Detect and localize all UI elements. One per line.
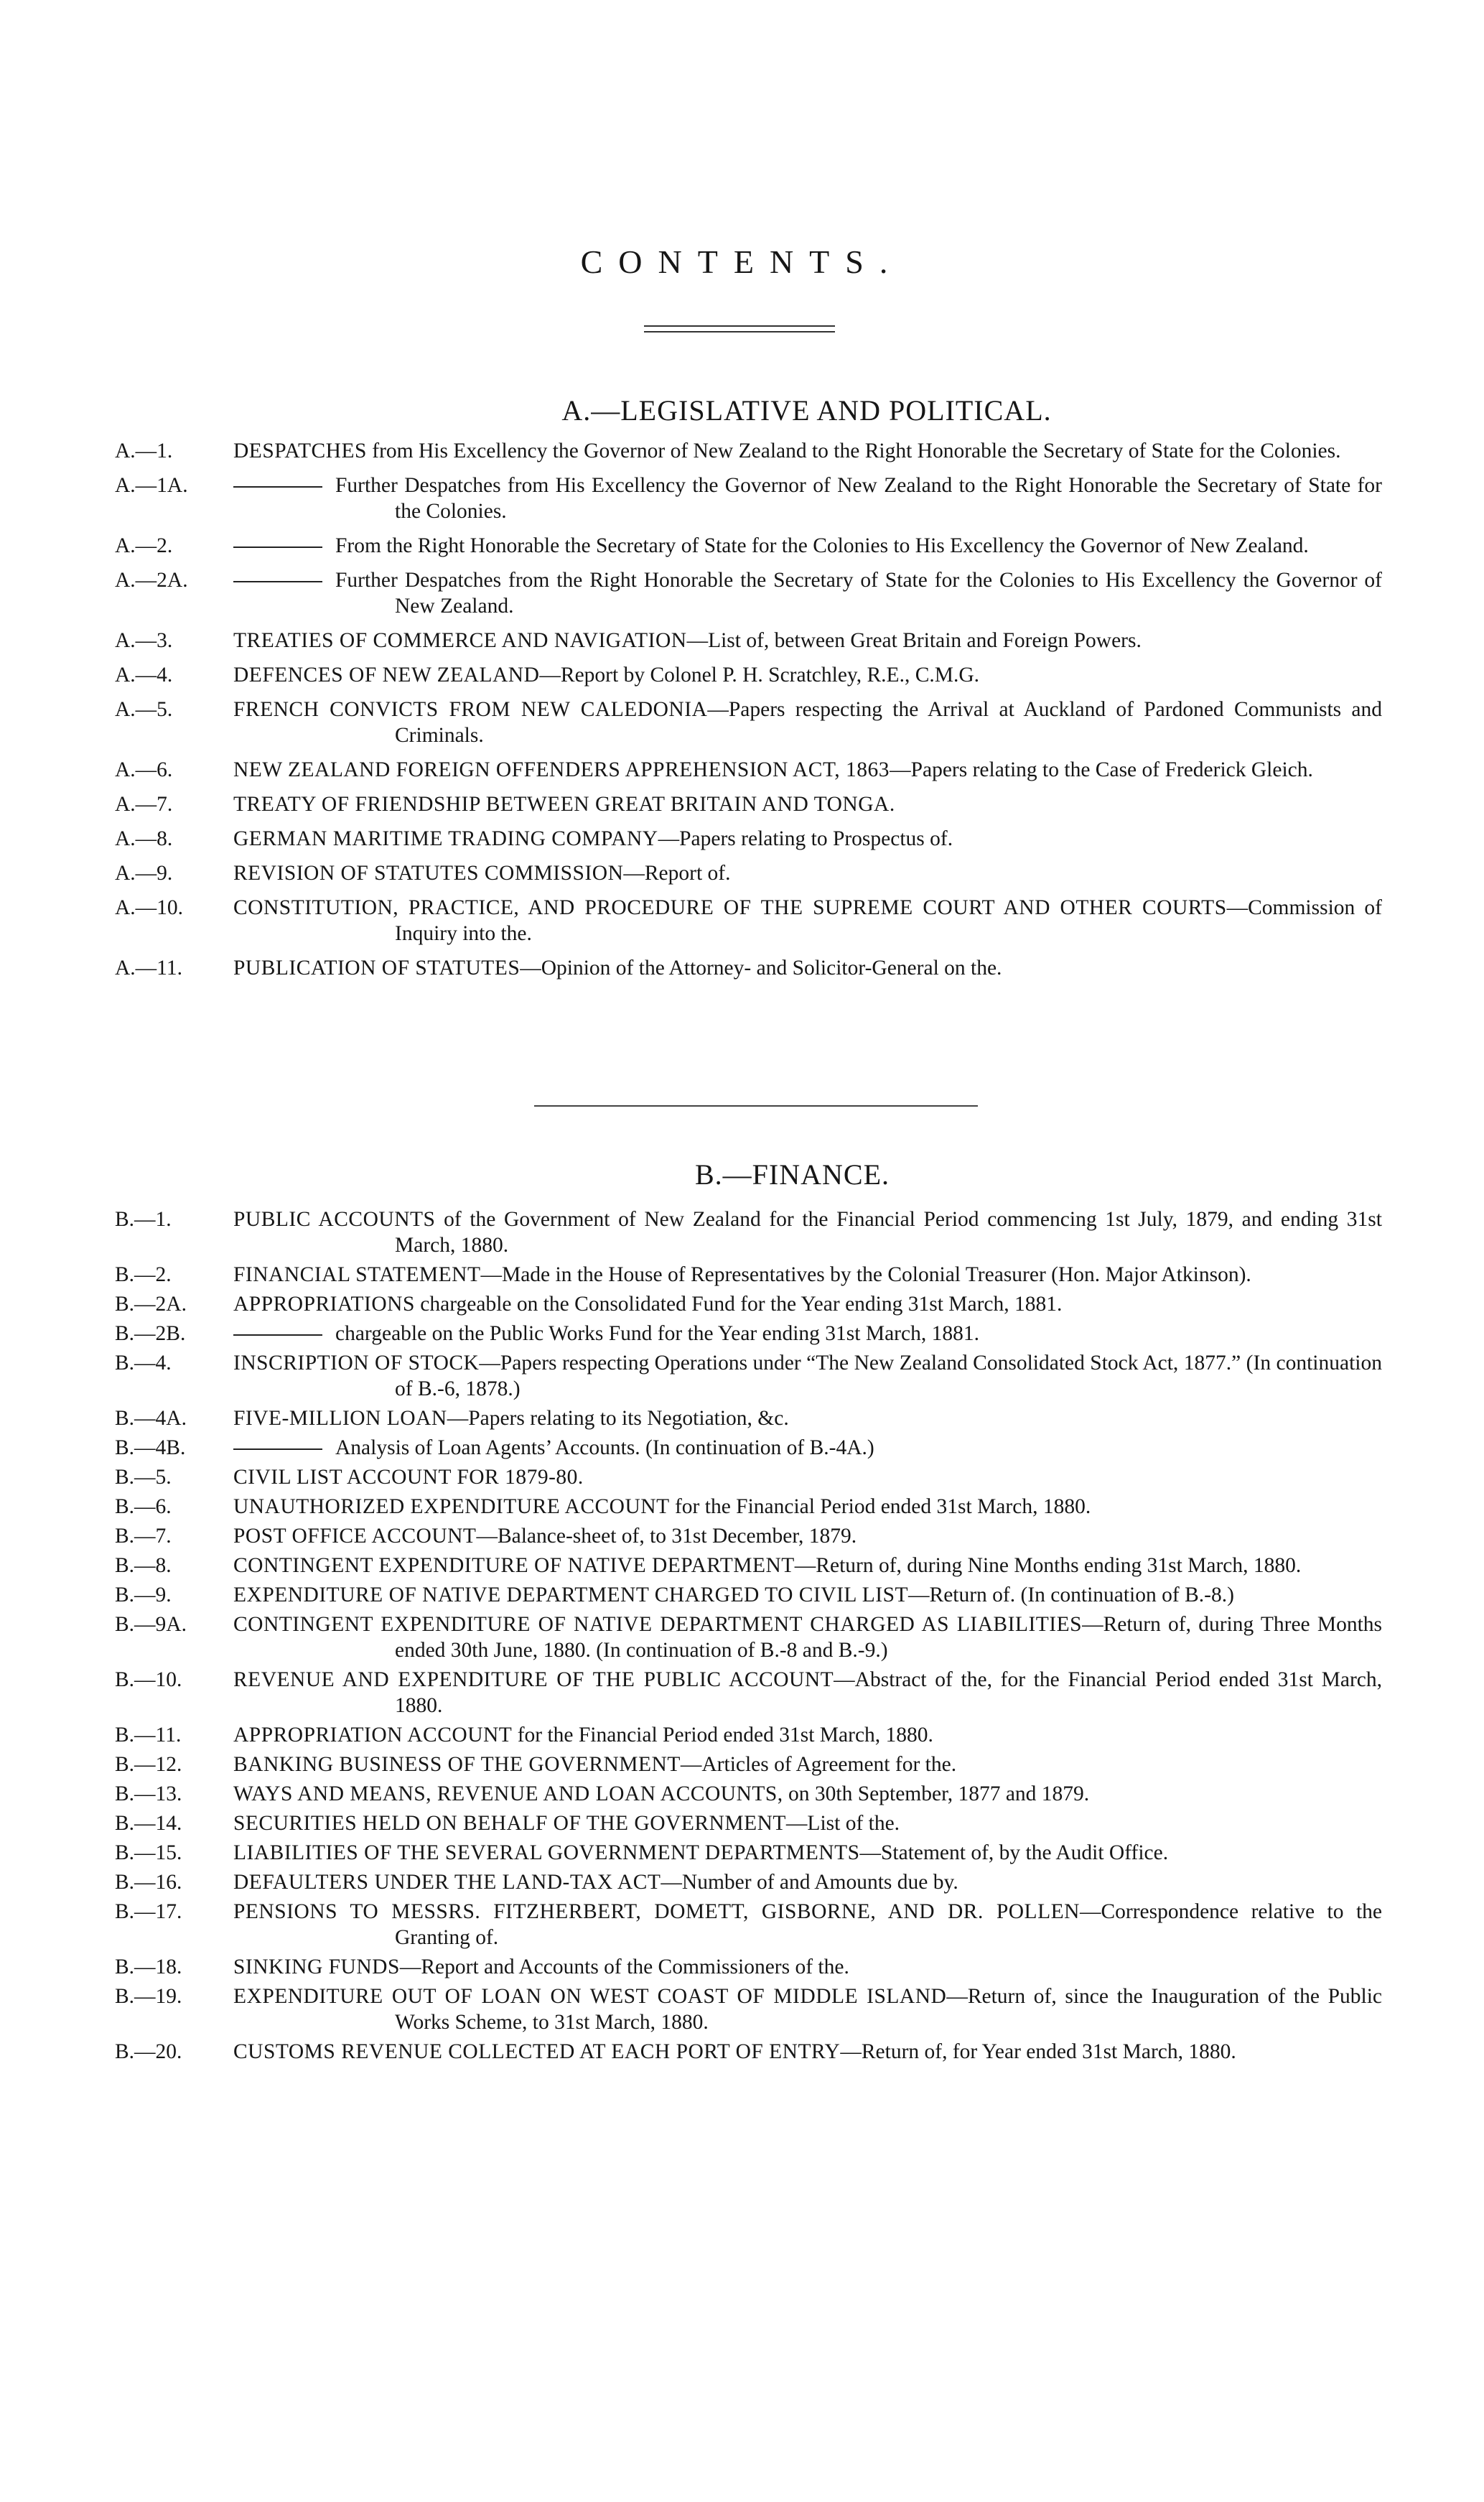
entry-title: WAYS AND MEANS, REVENUE AND LOAN ACCOUNTS,	[233, 1782, 783, 1805]
entry-title: FRENCH CONVICTS FROM NEW CALEDONIA	[233, 698, 708, 721]
entry-text: —Papers relating to its Negotiation, &c.	[447, 1407, 789, 1430]
entry-code: B.—7.	[115, 1525, 172, 1548]
entry-code: A.—7.	[115, 793, 173, 816]
entry-title: APPROPRIATION ACCOUNT	[233, 1724, 513, 1747]
entry-description	[233, 628, 1382, 654]
entry-description	[233, 826, 1382, 852]
entry-text: —Return of. (In continuation of B.-8.)	[908, 1583, 1234, 1606]
toc-entry	[115, 955, 1382, 981]
entry-code: A.—4.	[115, 664, 173, 687]
entry-text: —Abstract of the, for the Financial Period ended 31st March, 1880.	[395, 1668, 1382, 1717]
entry-code: B.—15.	[115, 1841, 182, 1864]
toc-entry	[115, 860, 1382, 886]
entry-description	[233, 1350, 1382, 1402]
entry-description	[233, 1435, 1382, 1461]
entry-code: B.—14.	[115, 1812, 182, 1835]
section-divider	[534, 1105, 978, 1107]
entry-code: B.—5.	[115, 1466, 172, 1489]
title-rule	[644, 325, 835, 332]
toc-entry	[115, 895, 1382, 947]
entry-code: B.—10.	[115, 1668, 182, 1691]
entry-text: —Statement of, by the Audit Office.	[859, 1841, 1169, 1864]
entry-title: SECURITIES HELD ON BEHALF OF THE GOVERNMENT	[233, 1812, 786, 1835]
entry-text: for the Financial Period ended 31st March, 1880.	[512, 1724, 933, 1747]
entry-title: CIVIL LIST ACCOUNT FOR 1879-80.	[233, 1466, 584, 1489]
toc-entry	[115, 1321, 1382, 1347]
entry-title: FINANCIAL STATEMENT	[233, 1263, 481, 1286]
entry-title: LIABILITIES OF THE SEVERAL GOVERNMENT DEPARTMENTS	[233, 1841, 860, 1864]
entry-description	[233, 1321, 1382, 1347]
entry-description	[233, 697, 1382, 748]
toc-entry	[115, 533, 1382, 559]
entry-code: A.—3.	[115, 629, 173, 652]
entry-description	[233, 1612, 1382, 1663]
entry-code: B.—17.	[115, 1900, 182, 1923]
entry-code: B.—16.	[115, 1871, 182, 1894]
entry-description	[233, 1810, 1382, 1836]
entry-code: B.—9A.	[115, 1613, 187, 1636]
toc-entry	[115, 1984, 1382, 2035]
entry-description	[233, 2039, 1382, 2065]
toc-entry	[115, 1435, 1382, 1461]
entry-text: —Papers relating to Prospectus of.	[658, 827, 953, 850]
section-heading-b: B.—FINANCE.	[694, 1158, 890, 1191]
entry-code: B.—18.	[115, 1955, 182, 1978]
entry-text: —List of, between Great Britain and Foreign Powers.	[686, 629, 1142, 652]
entry-text: From the Right Honorable the Secretary of State for the Colonies to His Excellency the Governor of New Zealand.	[335, 534, 1309, 557]
toc-entry	[115, 791, 1382, 817]
entry-description	[233, 1206, 1382, 1258]
entry-text: —Number of and Amounts due by.	[661, 1871, 958, 1894]
toc-entry	[115, 1612, 1382, 1663]
toc-entry	[115, 567, 1382, 619]
toc-entry	[115, 1840, 1382, 1866]
entry-text: chargeable on the Public Works Fund for the Year ending 31st March, 1881.	[335, 1322, 979, 1345]
entry-text: —Made in the House of Representatives by the Colonial Treasurer (Hon. Major Atkinson).	[480, 1263, 1251, 1286]
entry-code: A.—2A.	[115, 569, 188, 592]
entry-description	[233, 1582, 1382, 1608]
ditto-dash	[233, 547, 322, 548]
entry-description	[233, 955, 1382, 981]
toc-entry	[115, 662, 1382, 688]
section-b-entries	[115, 1206, 1382, 2068]
entry-title: GERMAN MARITIME TRADING COMPANY	[233, 827, 658, 850]
entry-text: —Report by Colonel P. H. Scratchley, R.E., C.M.G.	[539, 664, 980, 687]
entry-text: —Correspondence relative to the Granting of.	[395, 1900, 1383, 1949]
entry-code: B.—4A.	[115, 1407, 187, 1430]
entry-text: —Opinion of the Attorney- and Solicitor-General on the.	[520, 957, 1002, 980]
entry-text: —Commission of Inquiry into the.	[395, 896, 1382, 945]
section-a-entries	[115, 438, 1382, 990]
entry-text: —Papers relating to the Case of Frederick Gleich.	[890, 758, 1313, 781]
entry-text: Further Despatches from the Right Honorable the Secretary of State for the Colonies to His Excellency the Governor of New Zealand.	[335, 569, 1382, 618]
toc-entry	[115, 2039, 1382, 2065]
entry-description	[233, 473, 1382, 524]
section-heading-a: A.—LEGISLATIVE AND POLITICAL.	[561, 394, 1052, 427]
entry-text: —Return of, during Three Months ended 30th June, 1880. (In continuation of B.-8 and B.-9.)	[395, 1613, 1383, 1662]
entry-description	[233, 1954, 1382, 1980]
entry-text: for the Financial Period ended 31st March, 1880.	[669, 1495, 1091, 1518]
entry-text: from His Excellency the Governor of New Zealand to the Right Honorable the Secretary of State for the Colonies.	[366, 440, 1341, 462]
toc-entry	[115, 826, 1382, 852]
page-title: CONTENTS.	[580, 243, 904, 280]
entry-code: B.—20.	[115, 2040, 182, 2063]
entry-code: B.—2.	[115, 1263, 172, 1286]
entry-code: A.—1.	[115, 440, 173, 462]
entry-title: DEFAULTERS UNDER THE LAND-TAX ACT	[233, 1871, 661, 1894]
entry-description	[233, 533, 1382, 559]
toc-entry	[115, 1582, 1382, 1608]
entry-title: CONSTITUTION, PRACTICE, AND PROCEDURE OF THE SUPREME COURT AND OTHER COURTS	[233, 896, 1227, 919]
entry-text: chargeable on the Consolidated Fund for the Year ending 31st March, 1881.	[414, 1293, 1063, 1316]
entry-title: TREATY OF FRIENDSHIP BETWEEN GREAT BRITAIN AND TONGA.	[233, 793, 895, 816]
entry-description	[233, 1405, 1382, 1431]
entry-title: EXPENDITURE OUT OF LOAN ON WEST COAST OF MIDDLE ISLAND	[233, 1985, 947, 2008]
entry-title: CUSTOMS REVENUE COLLECTED AT EACH PORT OF ENTRY	[233, 2040, 841, 2063]
entry-description	[233, 662, 1382, 688]
entry-text: —Balance-sheet of, to 31st December, 1879.	[476, 1525, 857, 1548]
toc-entry	[115, 1523, 1382, 1549]
entry-description	[233, 567, 1382, 619]
entry-title: SINKING FUNDS	[233, 1955, 400, 1978]
entry-description	[233, 757, 1382, 783]
entry-code: B.—2B.	[115, 1322, 186, 1345]
entry-title: REVENUE AND EXPENDITURE OF THE PUBLIC ACCOUNT	[233, 1668, 834, 1691]
entry-code: B.—4B.	[115, 1436, 186, 1459]
entry-code: A.—5.	[115, 698, 173, 721]
entry-text: —Articles of Agreement for the.	[680, 1753, 957, 1776]
entry-description	[233, 438, 1382, 464]
entry-code: B.—2A.	[115, 1293, 187, 1316]
toc-entry	[115, 1810, 1382, 1836]
entry-description	[233, 1752, 1382, 1777]
entry-code: A.—6.	[115, 758, 173, 781]
toc-entry	[115, 1899, 1382, 1950]
ditto-dash	[233, 486, 322, 488]
entry-title: UNAUTHORIZED EXPENDITURE ACCOUNT	[233, 1495, 670, 1518]
entry-title: NEW ZEALAND FOREIGN OFFENDERS APPREHENSION ACT, 1863	[233, 758, 890, 781]
entry-title: REVISION OF STATUTES COMMISSION	[233, 862, 624, 885]
entry-text: —Papers respecting the Arrival at Auckland of Pardoned Communists and Criminals.	[395, 698, 1383, 747]
entry-title: POST OFFICE ACCOUNT	[233, 1525, 477, 1548]
entry-code: B.—19.	[115, 1985, 182, 2008]
toc-entry	[115, 1206, 1382, 1258]
entry-description	[233, 1869, 1382, 1895]
entry-title: PUBLICATION OF STATUTES	[233, 957, 521, 980]
ditto-dash	[233, 1448, 322, 1450]
entry-text: of the Government of New Zealand for the Financial Period commencing 1st July, 1879, and ending 31st March, 1880.	[395, 1208, 1382, 1257]
entry-title: PENSIONS TO MESSRS. FITZHERBERT, DOMETT, GISBORNE, AND DR. POLLEN	[233, 1900, 1080, 1923]
toc-entry	[115, 1350, 1382, 1402]
entry-title: CONTINGENT EXPENDITURE OF NATIVE DEPARTMENT CHARGED AS LIABILITIES	[233, 1613, 1083, 1636]
entry-text: —Return of, during Nine Months ending 31st March, 1880.	[794, 1554, 1302, 1577]
entry-title: APPROPRIATIONS	[233, 1293, 415, 1316]
entry-text: on 30th September, 1877 and 1879.	[783, 1782, 1090, 1805]
entry-code: B.—1.	[115, 1208, 172, 1231]
entry-description	[233, 1553, 1382, 1578]
entry-description	[233, 1984, 1382, 2035]
entry-code: A.—8.	[115, 827, 173, 850]
entry-code: B.—6.	[115, 1495, 172, 1518]
entry-title: TREATIES OF COMMERCE AND NAVIGATION	[233, 629, 687, 652]
entry-title: PUBLIC ACCOUNTS	[233, 1208, 436, 1231]
toc-entry	[115, 757, 1382, 783]
entry-title: DEFENCES OF NEW ZEALAND	[233, 664, 540, 687]
entry-description	[233, 860, 1382, 886]
toc-entry	[115, 1869, 1382, 1895]
entry-description	[233, 1291, 1382, 1317]
entry-code: A.—10.	[115, 896, 184, 919]
toc-entry	[115, 438, 1382, 464]
entry-text: —Return of, since the Inauguration of the Public Works Scheme, to 31st March, 1880.	[395, 1985, 1382, 2034]
entry-code: B.—4.	[115, 1352, 172, 1375]
entry-description	[233, 1899, 1382, 1950]
entry-description	[233, 1523, 1382, 1549]
entry-text: Further Despatches from His Excellency the Governor of New Zealand to the Right Honorable the Secretary of State for the Colonies.	[335, 474, 1382, 523]
entry-code: B.—9.	[115, 1583, 172, 1606]
toc-entry	[115, 1262, 1382, 1288]
entry-description	[233, 895, 1382, 947]
entry-text: —Papers respecting Operations under “The New Zealand Consolidated Stock Act, 1877.” (In continuation of B.-6, 1878.)	[395, 1352, 1382, 1400]
toc-entry	[115, 1781, 1382, 1807]
toc-entry	[115, 1291, 1382, 1317]
entry-description	[233, 1667, 1382, 1719]
toc-entry	[115, 1667, 1382, 1719]
ditto-dash	[233, 1334, 322, 1336]
entry-code: B.—12.	[115, 1753, 182, 1776]
entry-description	[233, 1464, 1382, 1490]
entry-description	[233, 1840, 1382, 1866]
entry-title: FIVE-MILLION LOAN	[233, 1407, 447, 1430]
entry-title: CONTINGENT EXPENDITURE OF NATIVE DEPARTMENT	[233, 1554, 795, 1577]
entry-description	[233, 1722, 1382, 1748]
entry-code: A.—9.	[115, 862, 173, 885]
toc-entry	[115, 1722, 1382, 1748]
entry-code: A.—2.	[115, 534, 173, 557]
entry-description	[233, 791, 1382, 817]
toc-entry	[115, 697, 1382, 748]
entry-title: INSCRIPTION OF STOCK	[233, 1352, 480, 1375]
ditto-dash	[233, 581, 322, 582]
entry-text: —List of the.	[785, 1812, 900, 1835]
toc-entry	[115, 473, 1382, 524]
toc-entry	[115, 1954, 1382, 1980]
toc-entry	[115, 1464, 1382, 1490]
entry-description	[233, 1781, 1382, 1807]
entry-title: DESPATCHES	[233, 440, 367, 462]
entry-code: B.—13.	[115, 1782, 182, 1805]
entry-text: —Return of, for Year ended 31st March, 1880.	[840, 2040, 1236, 2063]
entry-code: B.—8.	[115, 1554, 172, 1577]
entry-description	[233, 1494, 1382, 1520]
entry-code: A.—11.	[115, 957, 182, 980]
toc-entry	[115, 1494, 1382, 1520]
toc-entry	[115, 1405, 1382, 1431]
entry-text: —Report and Accounts of the Commissioners of the.	[399, 1955, 849, 1978]
entry-title: BANKING BUSINESS OF THE GOVERNMENT	[233, 1753, 681, 1776]
toc-entry	[115, 1553, 1382, 1578]
entry-description	[233, 1262, 1382, 1288]
toc-entry	[115, 1752, 1382, 1777]
entry-title: EXPENDITURE OF NATIVE DEPARTMENT CHARGED TO CIVIL LIST	[233, 1583, 909, 1606]
entry-text: —Report of.	[623, 862, 731, 885]
entry-code: B.—11.	[115, 1724, 182, 1747]
entry-text: Analysis of Loan Agents’ Accounts. (In continuation of B.-4A.)	[335, 1436, 874, 1459]
entry-code: A.—1A.	[115, 474, 188, 497]
toc-entry	[115, 628, 1382, 654]
